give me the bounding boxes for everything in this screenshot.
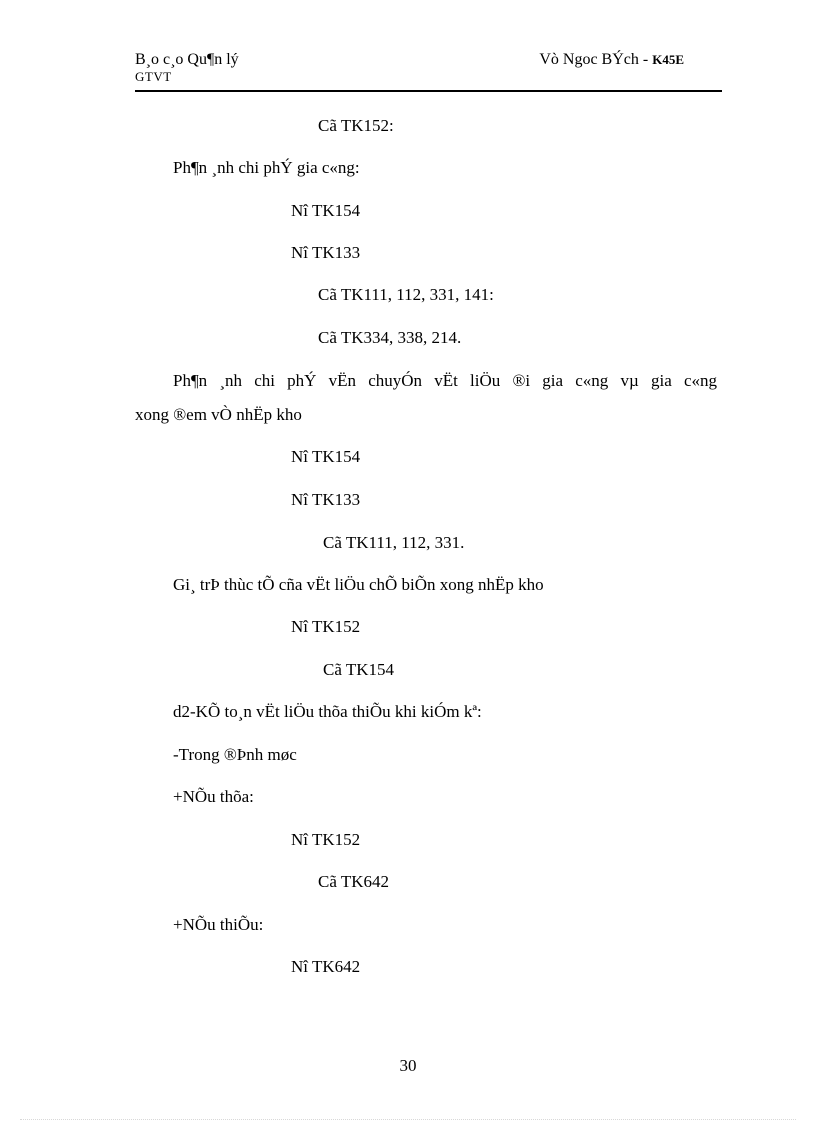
text-line: Nî TK133 <box>291 490 361 509</box>
text-line: Cã TK154 <box>323 660 394 679</box>
text-line: Gi¸ trÞ thùc tÕ cña vËt liÖu chÕ biÕn xong nhËp kho <box>173 575 544 594</box>
text-line: xong ®em vÒ nhËp kho <box>135 405 302 424</box>
header-author-name: Vò Ngoc BÝch - <box>539 51 653 68</box>
text-line: Cã TK111, 112, 331. <box>323 533 465 552</box>
header-title: B¸o c¸o Qu¶n lý <box>135 51 239 68</box>
page-number: 30 <box>399 1056 417 1075</box>
text-line: Ph¶n ¸nh chi phÝ gia c«ng: <box>173 158 360 177</box>
text-line: Nî TK133 <box>291 243 361 262</box>
text-line: Cã TK642 <box>318 872 389 891</box>
text-line: +NÕu thõa: <box>173 787 254 806</box>
text-line: Cã TK152: <box>318 116 394 135</box>
text-line: Cã TK111, 112, 331, 141: <box>318 285 494 304</box>
text-line: d2-KÕ to¸n vËt liÖu thõa thiÕu khi kiÓm kª: <box>173 702 482 721</box>
text-line: +NÕu thiÕu: <box>173 915 264 934</box>
text-line: Nî TK152 <box>291 617 361 636</box>
text-line: Nî TK154 <box>291 201 361 220</box>
header-author <box>539 50 684 69</box>
text-line: Cã TK334, 338, 214. <box>318 328 462 347</box>
page-header <box>135 50 722 92</box>
text-line: -Trong ®Þnh møc <box>173 745 297 764</box>
paragraph-line: Ph¶n ¸nh chi phÝ vËn chuyÓn vËt liÖu ®i gia c«ng vµ gia c«ng <box>173 371 717 390</box>
text-line: Nî TK642 <box>291 957 361 976</box>
header-class-tag: K45E <box>652 52 684 67</box>
footer-divider <box>20 1119 796 1120</box>
header-left-title <box>135 50 239 85</box>
header-subtitle: GTVT <box>135 69 172 84</box>
text-line: Nî TK152 <box>291 830 361 849</box>
text-line: Nî TK154 <box>291 447 361 466</box>
